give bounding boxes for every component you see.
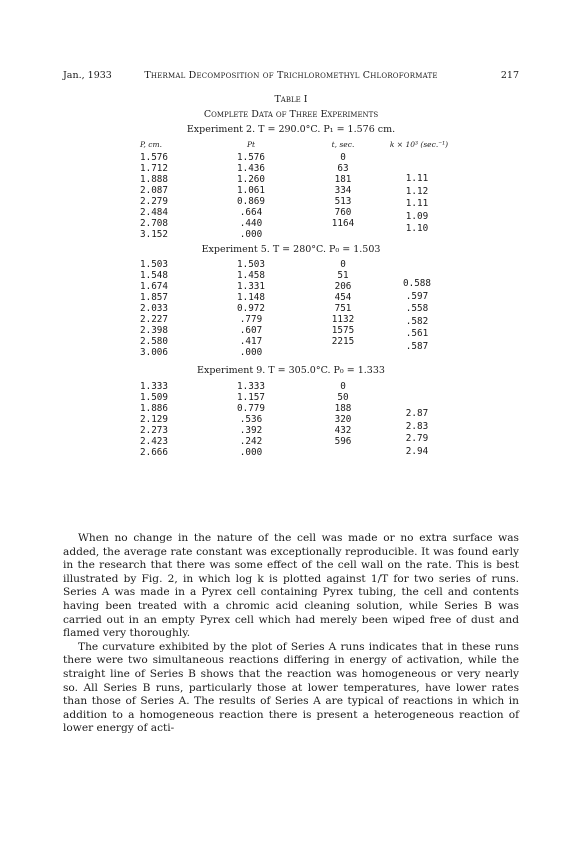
experiment-9-heading: Experiment 9. T = 305.0°C. P₀ = 1.333: [197, 365, 385, 376]
exp5-p-column: 1.503 1.548 1.674 1.857 2.033 2.227 2.398 2.580 3.006: [140, 259, 168, 358]
running-head-title: Thermal Decomposition of Trichloromethyl Chloroformate: [144, 70, 438, 81]
exp2-t-column: 0 63 181 334 513 760 1164: [331, 152, 355, 229]
exp2-k-column: 1.11 1.12 1.11 1.09 1.10: [405, 173, 429, 234]
exp9-pt-column: 1.333 1.157 0.779 .536 .392 .242 .000: [237, 381, 265, 458]
body-text: [63, 532, 519, 736]
column-header-p: P, cm.: [140, 140, 162, 149]
exp9-k-column: 2.87 2.83 2.79 2.94: [405, 408, 429, 457]
running-head-date: Jan., 1933: [63, 70, 112, 81]
page-number: 217: [500, 70, 519, 81]
table-label: Table I: [274, 94, 308, 105]
column-header-t: t, sec.: [331, 140, 355, 149]
paragraph: When no change in the nature of the cell was made or no extra surface was added, the average rate constant was exceptionally reproducible. It was found early in the research that there was some effect of the cell wall on the rate. This is best illustrated by Fig. 2, in which log k is plotted against 1/T for two series of runs. Series A was made in a Pyrex cell containing Pyrex tubing, the cell and contents having been treated with a chromic acid cleaning solution, while Series B was carried out in an empty Pyrex cell which had merely been wiped free of dust and flamed very thoroughly.: [63, 532, 519, 640]
exp9-t-column: 0 50 188 320 432 596: [334, 381, 352, 447]
exp2-pt-column: 1.576 1.436 1.260 1.061 0.869 .664 .440 .000: [237, 152, 265, 240]
paragraph: The curvature exhibited by the plot of Series A runs indicates that in these runs there were two simultaneous reactions differing in energy of activation, while the straight line of Series B shows that the reaction was homogeneous or very nearly so. All Series B runs, particularly those at lower temperatures, have lower rates than those of Series A. The results of Series A are typical of reactions in which in addition to a homogeneous reaction there is present a heterogeneous reaction of lower energy of acti-: [63, 640, 519, 735]
exp9-p-column: 1.333 1.509 1.886 2.129 2.273 2.423 2.666: [140, 381, 168, 458]
column-header-pt: Pt: [246, 140, 256, 149]
column-header-k: k × 10³ (sec.⁻¹): [389, 140, 449, 149]
exp2-p-column: 1.576 1.712 1.888 2.087 2.279 2.484 2.708 3.152: [140, 152, 168, 240]
experiment-5-heading: Experiment 5. T = 280°C. P₀ = 1.503: [201, 244, 381, 255]
table-caption: Complete Data of Three Experiments: [203, 109, 379, 120]
running-head: [63, 70, 519, 84]
exp5-pt-column: 1.503 1.458 1.331 1.148 0.972 .779 .607 .417 .000: [237, 259, 265, 358]
experiment-2-heading: Experiment 2. T = 290.0°C. P₁ = 1.576 cm.: [186, 124, 396, 135]
exp5-t-column: 0 51 206 454 751 1132 1575 2215: [331, 259, 355, 347]
exp5-k-column: 0.588 .597 .558 .582 .561 .587: [403, 278, 431, 352]
